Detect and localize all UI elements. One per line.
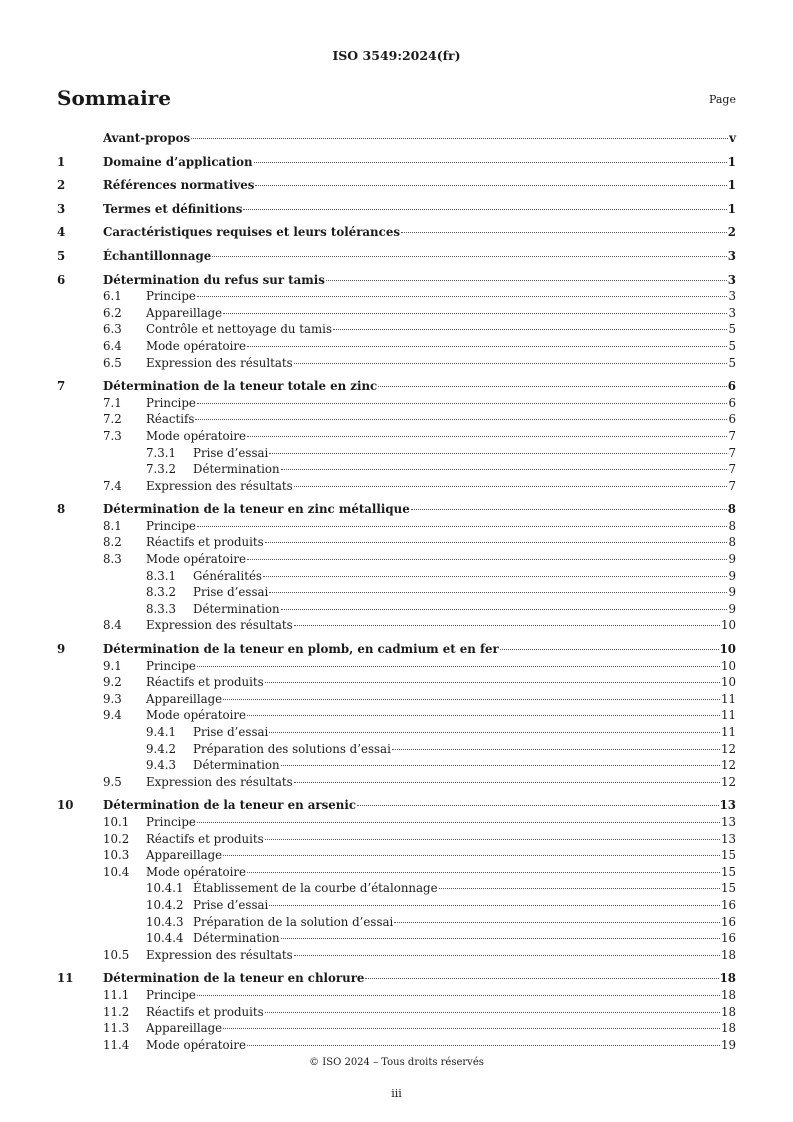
dot-leader bbox=[247, 436, 727, 437]
dot-leader bbox=[365, 978, 718, 979]
toc-entry-page[interactable]: 5 bbox=[728, 322, 736, 337]
toc-entry-label[interactable]: Appareillage bbox=[146, 1021, 223, 1036]
dot-leader bbox=[223, 313, 727, 314]
toc-entry-label[interactable]: Mode opératoire bbox=[146, 864, 247, 879]
toc-entry-page[interactable]: 18 bbox=[720, 1021, 736, 1036]
toc-entry[interactable] bbox=[57, 248, 736, 265]
dot-leader bbox=[294, 363, 728, 364]
toc-entry[interactable] bbox=[57, 601, 736, 618]
toc-entry-number: 10.4.3 bbox=[146, 914, 184, 929]
toc-entry-label[interactable]: Principe bbox=[146, 658, 196, 673]
toc-entry-page[interactable]: 9 bbox=[728, 568, 736, 583]
toc-entry-label[interactable]: Caractéristiques requises et leurs tolérances bbox=[103, 225, 400, 240]
document-id: ISO 3549:2024(fr) bbox=[332, 48, 461, 63]
toc-entry-page[interactable]: 15 bbox=[720, 881, 736, 896]
toc-entry-label[interactable]: Détermination de la teneur totale en zinc bbox=[103, 379, 378, 394]
toc-entry[interactable] bbox=[57, 478, 736, 495]
toc-entry-label[interactable]: Détermination de la teneur en arsenic bbox=[103, 798, 357, 813]
toc-entry-page[interactable]: 3 bbox=[727, 248, 736, 263]
toc-entry-number: 11.4 bbox=[103, 1037, 130, 1052]
toc-entry-label[interactable]: Contrôle et nettoyage du tamis bbox=[146, 322, 333, 337]
toc-entry-number: 10.1 bbox=[103, 814, 130, 829]
toc-entry-page[interactable]: 13 bbox=[720, 831, 736, 846]
toc-entry-number: 10.4.2 bbox=[146, 897, 184, 912]
dot-leader bbox=[197, 995, 720, 996]
toc-entry-label[interactable]: Détermination de la teneur en zinc métallique bbox=[103, 502, 410, 517]
dot-leader bbox=[195, 419, 727, 420]
toc-entry-page[interactable]: 10 bbox=[719, 642, 736, 657]
toc-entry[interactable] bbox=[57, 445, 736, 462]
dot-leader bbox=[197, 822, 720, 823]
dot-leader bbox=[212, 256, 726, 257]
toc-entry[interactable] bbox=[57, 847, 736, 864]
toc-entry-label[interactable]: Détermination bbox=[193, 462, 280, 477]
toc-entry-label[interactable]: Mode opératoire bbox=[146, 708, 247, 723]
dot-leader bbox=[500, 649, 719, 650]
toc-entry-page[interactable]: 1 bbox=[727, 178, 736, 193]
toc-entry[interactable] bbox=[57, 551, 736, 568]
toc-entry[interactable] bbox=[57, 321, 736, 338]
toc-entry-number: 6.3 bbox=[103, 322, 122, 337]
toc-entry-label[interactable]: Préparation de la solution d’essai bbox=[193, 914, 394, 929]
toc-entry-number: 8.3.3 bbox=[146, 601, 177, 616]
dot-leader bbox=[401, 232, 727, 233]
toc-entry-page[interactable]: 10 bbox=[720, 675, 736, 690]
toc-entry-label[interactable]: Prise d’essai bbox=[193, 585, 269, 600]
dot-leader bbox=[263, 576, 728, 577]
toc-entry-page[interactable]: 11 bbox=[720, 708, 736, 723]
toc-entry-page[interactable]: 11 bbox=[720, 725, 736, 739]
toc-entry[interactable] bbox=[57, 378, 736, 395]
dot-leader bbox=[265, 682, 720, 683]
toc-entry[interactable] bbox=[57, 617, 736, 634]
toc-entry[interactable] bbox=[57, 707, 736, 724]
toc-entry[interactable] bbox=[57, 914, 736, 931]
toc-entry-number: 10 bbox=[57, 798, 74, 813]
toc-entry-number: 8.3.2 bbox=[146, 585, 177, 600]
toc-entry[interactable] bbox=[57, 518, 736, 535]
toc-entry-label[interactable]: Principe bbox=[146, 395, 196, 410]
toc-entry[interactable] bbox=[57, 947, 736, 964]
toc-entry-label[interactable]: Mode opératoire bbox=[146, 552, 247, 567]
toc-entry-number: 10.4.1 bbox=[146, 881, 184, 896]
toc-entry-page[interactable]: 7 bbox=[728, 445, 736, 460]
toc-entry-number: 6 bbox=[57, 272, 66, 287]
toc-entry-number: 8.3.1 bbox=[146, 568, 177, 583]
toc-entry[interactable] bbox=[57, 501, 736, 518]
dot-leader bbox=[197, 403, 728, 404]
toc-entry[interactable] bbox=[57, 130, 736, 147]
dot-leader bbox=[255, 185, 726, 186]
toc-entry-page[interactable]: 12 bbox=[720, 741, 736, 756]
toc-entry-number: 7.4 bbox=[103, 478, 122, 493]
toc-entry-label[interactable]: Détermination bbox=[193, 601, 280, 616]
toc-entry-number: 9.5 bbox=[103, 774, 122, 789]
toc-entry[interactable] bbox=[57, 741, 736, 758]
toc-entry-page[interactable]: 18 bbox=[720, 1004, 736, 1019]
toc-entry-page[interactable]: 12 bbox=[720, 758, 736, 773]
toc-entry-page[interactable]: 5 bbox=[728, 355, 736, 370]
toc-entry-page[interactable]: 12 bbox=[720, 774, 736, 789]
toc-entry[interactable] bbox=[57, 395, 736, 412]
toc-entry[interactable] bbox=[57, 930, 736, 947]
toc-entry[interactable] bbox=[57, 411, 736, 428]
toc-entry-label[interactable]: Détermination du refus sur tamis bbox=[103, 272, 325, 287]
toc-entry-label[interactable]: Préparation des solutions d’essai bbox=[193, 741, 391, 756]
toc-entry-page[interactable]: 8 bbox=[728, 535, 736, 550]
toc-entry[interactable] bbox=[57, 658, 736, 675]
toc-entry-label[interactable]: Appareillage bbox=[146, 305, 223, 320]
dot-leader bbox=[281, 609, 728, 610]
toc-entry-number: 4 bbox=[57, 225, 66, 240]
toc-entry[interactable] bbox=[57, 897, 736, 914]
toc-entry-page[interactable]: 1 bbox=[727, 154, 736, 169]
toc-entry[interactable] bbox=[57, 864, 736, 881]
toc-entry-page[interactable]: 6 bbox=[728, 395, 736, 410]
dot-leader bbox=[333, 329, 727, 330]
dot-leader bbox=[254, 162, 727, 163]
toc-entry-label[interactable]: Détermination bbox=[193, 931, 280, 946]
toc-entry-label[interactable]: Expression des résultats bbox=[146, 618, 293, 633]
dot-leader bbox=[247, 1045, 720, 1046]
toc-entry-number: 9.4.1 bbox=[146, 725, 177, 739]
toc-entry-label[interactable]: Détermination de la teneur en chlorure bbox=[103, 971, 365, 986]
toc-entry-label[interactable]: Prise d’essai bbox=[193, 725, 269, 739]
toc-entry-number: 8.4 bbox=[103, 618, 122, 633]
toc-entry[interactable] bbox=[57, 461, 736, 478]
toc-entry[interactable] bbox=[57, 797, 736, 814]
toc-entry-number: 7.3 bbox=[103, 428, 122, 443]
toc-entry-number: 10.3 bbox=[103, 848, 130, 863]
toc-entry-number: 8.3 bbox=[103, 552, 122, 567]
toc-entry[interactable] bbox=[57, 428, 736, 445]
toc-entry-page[interactable]: 16 bbox=[720, 914, 736, 929]
dot-leader bbox=[394, 922, 720, 923]
toc-entry[interactable] bbox=[57, 534, 736, 551]
toc-entry-label[interactable]: Réactifs et produits bbox=[146, 675, 264, 690]
dot-leader bbox=[247, 872, 720, 873]
toc-entry-number: 11 bbox=[57, 971, 74, 986]
page-column-label: Page bbox=[708, 93, 736, 106]
dot-leader bbox=[269, 592, 727, 593]
toc-entry-page[interactable]: 3 bbox=[727, 272, 736, 287]
toc-entry-label[interactable]: Prise d’essai bbox=[193, 445, 269, 460]
page-title: Sommaire bbox=[57, 86, 171, 110]
toc-entry[interactable] bbox=[57, 757, 736, 774]
dot-leader bbox=[326, 280, 727, 281]
toc-entry-number: 9 bbox=[57, 642, 66, 657]
toc-entry[interactable] bbox=[57, 880, 736, 897]
toc-entry-number: 6.4 bbox=[103, 338, 122, 353]
toc-entry-label[interactable]: Expression des résultats bbox=[146, 355, 293, 370]
toc-entry-page[interactable]: 10 bbox=[720, 658, 736, 673]
dot-leader bbox=[197, 526, 728, 527]
toc-entry-number: 9.2 bbox=[103, 675, 122, 690]
toc-entry-label[interactable]: Termes et définitions bbox=[103, 201, 243, 216]
toc-entry-label[interactable]: Principe bbox=[146, 814, 196, 829]
dot-leader bbox=[247, 346, 727, 347]
toc-entry-label[interactable]: Appareillage bbox=[146, 691, 223, 706]
toc-entry-page[interactable]: 1 bbox=[727, 201, 736, 216]
dot-leader bbox=[439, 888, 720, 889]
toc-entry-page[interactable]: 18 bbox=[720, 987, 736, 1002]
toc-entry-page[interactable]: 5 bbox=[728, 338, 736, 353]
toc-entry-label[interactable]: Principe bbox=[146, 987, 196, 1002]
dot-leader bbox=[265, 839, 720, 840]
toc-entry[interactable] bbox=[57, 177, 736, 194]
dot-leader bbox=[281, 938, 720, 939]
toc-entry-label[interactable]: Expression des résultats bbox=[146, 478, 293, 493]
toc-entry-number: 6.5 bbox=[103, 355, 122, 370]
toc-entry-label[interactable]: Expression des résultats bbox=[146, 774, 293, 789]
toc-entry[interactable] bbox=[57, 1020, 736, 1037]
toc-entry-page[interactable]: 6 bbox=[728, 412, 736, 427]
toc-entry-page[interactable]: 8 bbox=[728, 518, 736, 533]
toc-entry[interactable] bbox=[57, 1004, 736, 1021]
dot-leader bbox=[294, 955, 720, 956]
toc-entry-label[interactable]: Expression des résultats bbox=[146, 947, 293, 962]
toc-entry[interactable] bbox=[57, 1037, 736, 1054]
toc-entry-label[interactable]: Détermination de la teneur en plomb, en cadmium et en fer bbox=[103, 642, 499, 657]
toc-entry-number: 10.2 bbox=[103, 831, 130, 846]
dot-leader bbox=[357, 805, 719, 806]
toc-entry-page[interactable]: 2 bbox=[727, 225, 736, 240]
page-number: iii bbox=[391, 1087, 402, 1100]
toc-entry-page[interactable]: 9 bbox=[728, 552, 736, 567]
toc-entry-page[interactable]: 16 bbox=[720, 897, 736, 912]
toc-entry-label[interactable]: Prise d’essai bbox=[193, 897, 269, 912]
dot-leader bbox=[269, 453, 727, 454]
toc-entry[interactable] bbox=[57, 774, 736, 791]
toc-entry[interactable] bbox=[57, 224, 736, 241]
toc-entry-page[interactable]: 6 bbox=[727, 379, 736, 394]
toc-entry-label[interactable]: Mode opératoire bbox=[146, 338, 247, 353]
toc-entry-page[interactable]: 15 bbox=[720, 864, 736, 879]
toc-entry-label[interactable]: Principe bbox=[146, 289, 196, 304]
toc-entry-label[interactable]: Échantillonnage bbox=[103, 248, 212, 263]
toc-entry-number: 10.4 bbox=[103, 864, 130, 879]
toc-entry[interactable] bbox=[57, 987, 736, 1004]
dot-leader bbox=[392, 749, 720, 750]
toc-entry-page[interactable]: 8 bbox=[727, 502, 736, 517]
toc-entry[interactable] bbox=[57, 691, 736, 708]
dot-leader bbox=[247, 559, 727, 560]
toc-entry-page[interactable]: 18 bbox=[719, 971, 736, 986]
toc-entry-number: 9.4.2 bbox=[146, 741, 177, 756]
toc-entry-page[interactable]: 16 bbox=[720, 931, 736, 946]
toc-entry-number: 10.4.4 bbox=[146, 931, 184, 946]
toc-entry-number: 8.1 bbox=[103, 518, 122, 533]
table-of-contents bbox=[57, 130, 736, 1053]
toc-entry-label[interactable]: Appareillage bbox=[146, 848, 223, 863]
dot-leader bbox=[269, 732, 720, 733]
toc-entry-number: 3 bbox=[57, 201, 66, 216]
toc-entry[interactable] bbox=[57, 272, 736, 289]
toc-entry-number: 11.2 bbox=[103, 1004, 130, 1019]
toc-entry-label[interactable]: Généralités bbox=[193, 568, 262, 583]
toc-entry-page[interactable]: 18 bbox=[720, 947, 736, 962]
dot-leader bbox=[294, 625, 720, 626]
toc-entry-page[interactable]: 19 bbox=[720, 1037, 736, 1052]
toc-entry[interactable] bbox=[57, 584, 736, 601]
toc-entry-page[interactable]: 11 bbox=[720, 691, 736, 706]
toc-entry-label[interactable]: Réactifs et produits bbox=[146, 831, 264, 846]
toc-entry-number: 11.3 bbox=[103, 1021, 130, 1036]
toc-entry[interactable] bbox=[57, 568, 736, 585]
dot-leader bbox=[411, 509, 727, 510]
toc-entry-label[interactable]: Avant-propos bbox=[103, 131, 191, 145]
toc-entry[interactable] bbox=[57, 831, 736, 848]
toc-entry[interactable] bbox=[57, 674, 736, 691]
toc-entry-number: 6.1 bbox=[103, 289, 122, 304]
toc-entry-label[interactable]: Références normatives bbox=[103, 178, 255, 193]
dot-leader bbox=[247, 715, 720, 716]
toc-entry-number: 9.4.3 bbox=[146, 758, 177, 773]
toc-entry-number: 8 bbox=[57, 502, 66, 517]
toc-entry-number: 6.2 bbox=[103, 305, 122, 320]
toc-entry-page[interactable]: 7 bbox=[728, 462, 736, 477]
toc-entry-number: 8.2 bbox=[103, 535, 122, 550]
toc-entry-number: 9.3 bbox=[103, 691, 122, 706]
dot-leader bbox=[265, 1012, 720, 1013]
toc-entry-page[interactable]: 13 bbox=[719, 798, 736, 813]
toc-entry[interactable] bbox=[57, 355, 736, 372]
toc-entry[interactable] bbox=[57, 814, 736, 831]
dot-leader bbox=[191, 138, 728, 139]
dot-leader bbox=[378, 386, 727, 387]
toc-entry-label[interactable]: Détermination bbox=[193, 758, 280, 773]
dot-leader bbox=[223, 699, 720, 700]
copyright-footer: © ISO 2024 – Tous droits réservés bbox=[309, 1057, 484, 1068]
toc-entry-page[interactable]: 7 bbox=[728, 428, 736, 443]
toc-entry-number: 7.3.1 bbox=[146, 445, 177, 460]
toc-entry-label[interactable]: Mode opératoire bbox=[146, 1037, 247, 1052]
toc-entry-page[interactable]: v bbox=[729, 131, 736, 145]
toc-entry-label[interactable]: Réactifs et produits bbox=[146, 535, 264, 550]
dot-leader bbox=[243, 209, 726, 210]
toc-entry-label[interactable]: Établissement de la courbe d’étalonnage bbox=[193, 881, 438, 896]
toc-entry-number: 7.3.2 bbox=[146, 462, 177, 477]
toc-entry[interactable] bbox=[57, 338, 736, 355]
toc-entry-number: 11.1 bbox=[103, 987, 130, 1002]
toc-entry-page[interactable]: 3 bbox=[728, 289, 736, 304]
toc-entry-page[interactable]: 7 bbox=[728, 478, 736, 493]
toc-entry-label[interactable]: Réactifs et produits bbox=[146, 1004, 264, 1019]
toc-entry-number: 10.5 bbox=[103, 947, 130, 962]
toc-entry[interactable] bbox=[57, 154, 736, 171]
dot-leader bbox=[294, 782, 720, 783]
toc-entry[interactable] bbox=[57, 641, 736, 658]
toc-entry-page[interactable]: 9 bbox=[728, 601, 736, 616]
toc-entry[interactable] bbox=[57, 724, 736, 741]
dot-leader bbox=[197, 296, 728, 297]
dot-leader bbox=[281, 469, 728, 470]
toc-entry-number: 7 bbox=[57, 379, 66, 394]
toc-entry-page[interactable]: 10 bbox=[720, 618, 736, 633]
toc-entry-label[interactable]: Mode opératoire bbox=[146, 428, 247, 443]
dot-leader bbox=[281, 765, 720, 766]
toc-entry-number: 7.1 bbox=[103, 395, 122, 410]
toc-entry-page[interactable]: 3 bbox=[728, 305, 736, 320]
toc-entry-number: 2 bbox=[57, 178, 66, 193]
toc-entry-label[interactable]: Domaine d’application bbox=[103, 154, 253, 169]
toc-entry-number: 1 bbox=[57, 154, 66, 169]
dot-leader bbox=[197, 666, 720, 667]
toc-entry-number: 5 bbox=[57, 248, 66, 263]
toc-entry-page[interactable]: 9 bbox=[728, 585, 736, 600]
toc-entry-page[interactable]: 13 bbox=[720, 814, 736, 829]
toc-entry[interactable] bbox=[57, 201, 736, 218]
toc-entry-number: 7.2 bbox=[103, 412, 122, 427]
dot-leader bbox=[265, 542, 728, 543]
dot-leader bbox=[223, 1028, 720, 1029]
toc-entry[interactable] bbox=[57, 288, 736, 305]
dot-leader bbox=[223, 855, 720, 856]
toc-entry-number: 9.1 bbox=[103, 658, 122, 673]
toc-entry-page[interactable]: 15 bbox=[720, 848, 736, 863]
toc-entry[interactable] bbox=[57, 970, 736, 987]
toc-entry-number: 9.4 bbox=[103, 708, 122, 723]
toc-entry-label[interactable]: Principe bbox=[146, 518, 196, 533]
dot-leader bbox=[269, 905, 720, 906]
toc-entry[interactable] bbox=[57, 305, 736, 322]
dot-leader bbox=[294, 486, 728, 487]
toc-entry-label[interactable]: Réactifs bbox=[146, 412, 195, 427]
